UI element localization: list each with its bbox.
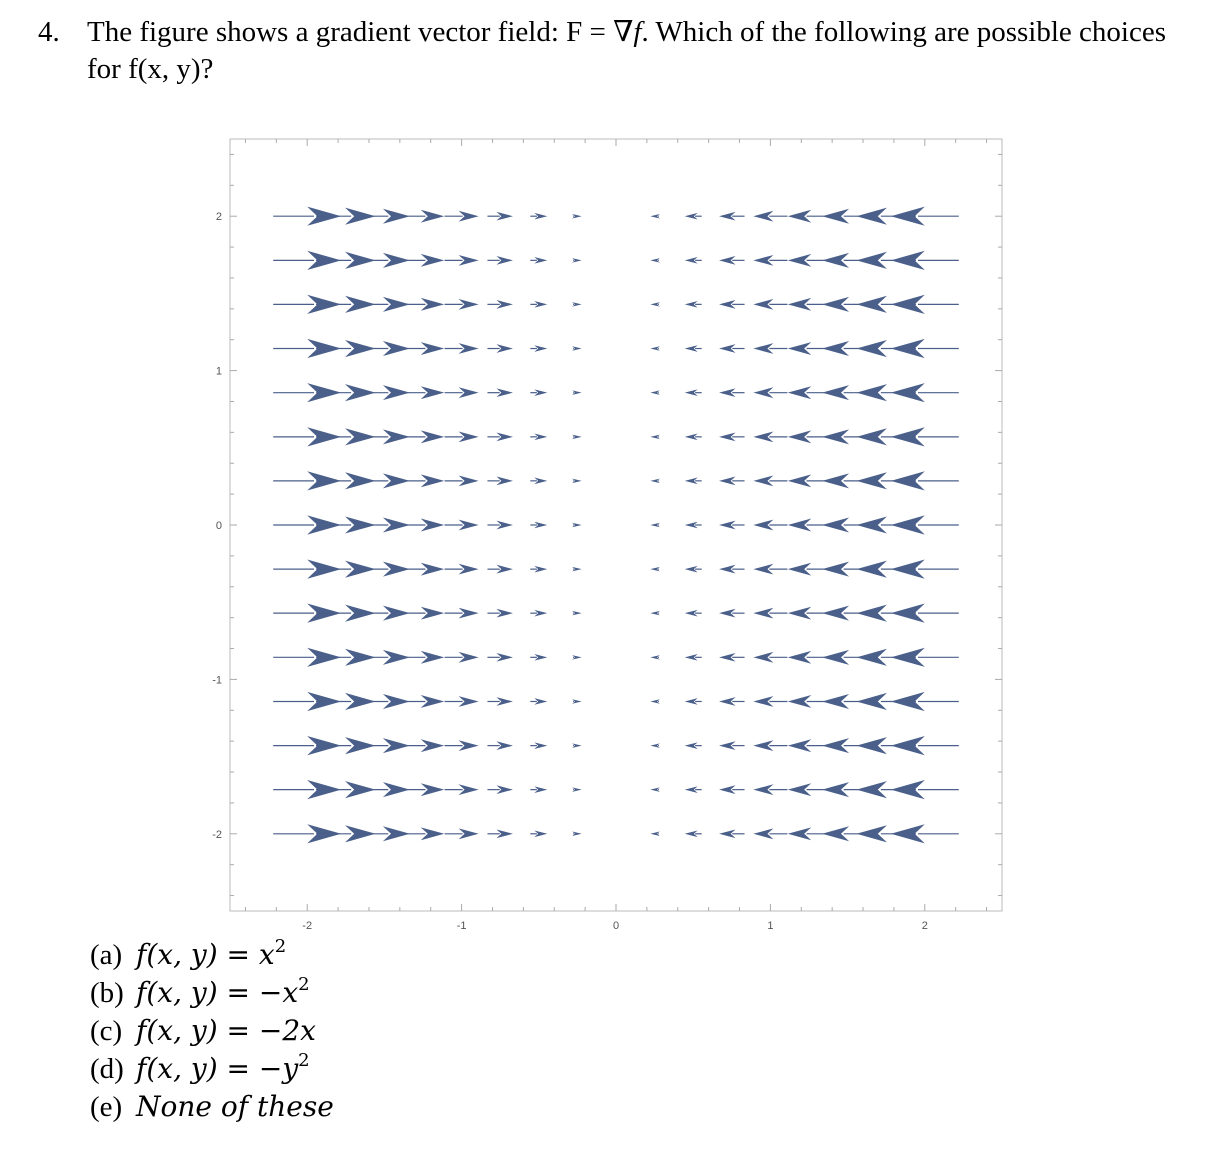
question-number: 4. [38,16,60,48]
vector-arrow [891,780,959,799]
y-tick-label: -1 [212,674,222,687]
vector-arrow [753,475,787,486]
vector-arrow [487,741,513,750]
vector-arrow [753,784,787,795]
vector-arrow [530,786,547,793]
x-tick-label: -1 [456,920,467,932]
vector-arrow [753,431,787,442]
vector-arrow [572,523,582,528]
vector-arrow [719,653,745,662]
question-text-part1: The figure shows a gradient vector field: F = [87,16,614,48]
vector-arrow [487,609,513,618]
x-tick-label: 0 [612,920,620,932]
vector-arrow [719,741,745,750]
vector-arrow [487,785,513,794]
choice-label: (b) [90,977,124,1009]
vector-arrow [650,435,660,440]
vector-arrow [445,475,479,486]
vector-arrow [402,474,445,487]
vector-arrow [530,478,547,485]
vector-arrow [685,831,702,838]
vector-arrow [650,523,660,528]
choice-e[interactable] [90,1088,334,1126]
x-tick-label: 2 [921,920,928,932]
vector-arrow [685,389,702,396]
y-tick-label: 2 [215,211,222,224]
vector-arrow [891,471,959,490]
vector-arrow [572,699,582,704]
vector-arrow [445,740,479,751]
choice-expression: f(x, $y) = -y^2$ [136,1050,310,1085]
vector-arrow [650,567,660,572]
vector-arrow [753,564,787,575]
vector-arrow [402,651,445,664]
question-nabla-f: ∇f [613,16,642,48]
answer-choices [90,936,334,1126]
vector-arrow [572,346,582,351]
vector-arrow [753,299,787,310]
vector-arrow [572,214,582,219]
vector-arrow [719,697,745,706]
y-tick-label: 1 [215,365,222,378]
choice-expression: f(x, $y) = x^2$ [136,936,287,971]
vector-arrow [572,743,582,748]
question-text-part2: . Which of the following are possible choices for f(x, y)? [87,16,1166,85]
vector-arrow [402,563,445,576]
vector-arrow [891,427,959,446]
vector-arrow [445,387,479,398]
choice-expression: None of these [136,1090,334,1123]
y-tick-label: -2 [212,828,222,841]
vector-arrow [650,258,660,263]
vector-arrow [572,611,582,616]
vector-arrow [719,521,745,530]
vector-arrow [891,604,959,623]
vector-arrow [487,344,513,353]
choice-label: (c) [90,1015,123,1047]
x-tick-label: -2 [302,920,313,932]
choice-label: (d) [90,1053,124,1085]
vector-arrow [719,212,745,221]
vector-arrow [402,210,445,223]
vector-arrow [891,692,959,711]
vector-arrow [685,434,702,441]
vector-arrow [487,300,513,309]
vector-arrow [685,742,702,749]
vector-arrow [445,343,479,354]
vector-arrow [650,832,660,837]
vector-arrow [719,388,745,397]
vector-arrow [402,827,445,840]
choice-a[interactable] [90,936,334,974]
vector-arrow [753,608,787,619]
vector-arrow [719,344,745,353]
vector-arrow [753,343,787,354]
vector-arrow [402,254,445,267]
vector-arrow [530,698,547,705]
vector-arrow [572,390,582,395]
choice-expression: f(x, $y) = -x^2$ [136,974,310,1009]
vector-arrow [487,653,513,662]
vector-arrow [530,257,547,264]
vector-arrow [402,739,445,752]
vector-arrow [572,655,582,660]
vector-arrow [445,608,479,619]
vector-arrow [685,566,702,573]
vector-arrow [891,515,959,534]
vector-arrow [685,213,702,220]
vector-arrow [719,785,745,794]
vector-arrow [891,251,959,270]
vector-arrow [650,479,660,484]
vector-arrow [719,829,745,838]
vector-arrow [487,565,513,574]
vector-arrow [650,611,660,616]
vector-arrow [487,212,513,221]
vector-arrow [402,607,445,620]
x-tick-label: 1 [767,920,774,932]
vector-arrow [719,432,745,441]
vector-arrow [685,257,702,264]
vector-arrow [572,832,582,837]
vector-arrow [685,654,702,661]
vector-arrow [719,609,745,618]
vector-arrow [572,787,582,792]
vector-arrow [530,742,547,749]
vector-arrow [445,828,479,839]
vector-arrow [719,300,745,309]
vector-arrow [445,564,479,575]
vector-arrow [445,520,479,531]
vector-arrow [753,652,787,663]
choice-b[interactable] [90,974,334,1012]
vector-arrow [402,386,445,399]
choice-label: (e) [90,1091,123,1123]
vector-arrow [650,214,660,219]
vector-arrow [572,435,582,440]
vector-arrow [753,520,787,531]
vector-arrow [487,432,513,441]
vector-arrow [891,207,959,226]
vector-arrow [402,342,445,355]
vector-arrow [891,339,959,358]
vector-arrow [572,567,582,572]
vector-arrow [891,560,959,579]
vector-arrow [572,258,582,263]
vector-arrow [891,736,959,755]
vector-arrow [445,255,479,266]
vector-arrow [487,829,513,838]
y-tick-label: 0 [215,520,222,532]
vector-arrow [891,824,959,843]
vector-arrow [530,345,547,352]
vector-arrow [487,256,513,265]
vector-arrow [685,522,702,529]
vector-arrow [719,565,745,574]
vector-arrow [753,387,787,398]
vector-arrow [650,787,660,792]
vector-arrow [530,213,547,220]
vector-arrow [487,697,513,706]
vector-arrow [402,519,445,532]
choice-d[interactable] [90,1050,334,1088]
vector-arrow [650,743,660,748]
vector-arrow [530,566,547,573]
vector-arrow [445,299,479,310]
vector-arrow [487,476,513,485]
vector-arrow [685,610,702,617]
vector-arrow [753,696,787,707]
vector-arrow [530,434,547,441]
vector-arrow [530,522,547,529]
vector-arrow [685,345,702,352]
vector-arrow [753,828,787,839]
vector-arrow [445,431,479,442]
vector-arrow [753,740,787,751]
vector-arrow [685,786,702,793]
vector-arrow [530,654,547,661]
vector-arrow [402,695,445,708]
choice-expression: f(x, y) = −2x [136,1014,316,1047]
vector-arrow [891,295,959,314]
vector-arrow [685,698,702,705]
vector-arrow [719,476,745,485]
vector-arrow [650,699,660,704]
choice-c[interactable] [90,1012,334,1050]
vector-arrow [891,648,959,667]
vector-arrow [650,302,660,307]
vector-arrow [530,831,547,838]
vector-arrow [530,389,547,396]
vector-arrow [572,302,582,307]
vector-arrow [650,390,660,395]
vector-arrow [487,521,513,530]
vector-arrow [685,478,702,485]
vector-arrow [445,696,479,707]
vector-arrow [572,479,582,484]
vector-arrow [753,255,787,266]
vector-arrow [719,256,745,265]
vector-arrow [753,211,787,222]
choice-label: (a) [90,939,123,971]
vector-arrow [402,783,445,796]
vector-arrow [487,388,513,397]
vector-arrow [445,652,479,663]
vector-arrow [402,298,445,311]
vector-arrow [650,655,660,660]
vector-arrow [445,784,479,795]
vector-arrow [445,211,479,222]
vector-arrow [530,301,547,308]
vector-arrow [530,610,547,617]
vector-arrow [891,383,959,402]
vector-arrow [402,430,445,443]
vector-arrow [685,301,702,308]
vector-arrow [650,346,660,351]
